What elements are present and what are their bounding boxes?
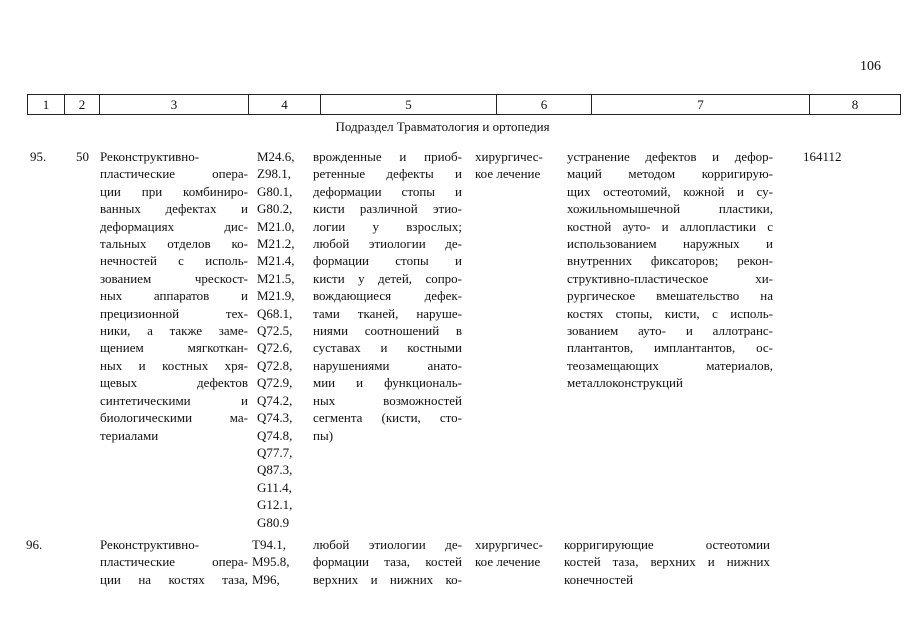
- text-line: структивно-пластическое хи-: [567, 270, 773, 286]
- text-line: пы): [313, 427, 334, 443]
- text-line: M96,: [252, 571, 280, 587]
- text-line: Q72.5,: [257, 323, 293, 339]
- text-line: Реконструктивно-: [100, 149, 200, 164]
- text-line: вождающиеся дефек-: [313, 288, 462, 304]
- treatment-type: [475, 536, 555, 571]
- column-header-1: 1: [28, 95, 65, 115]
- treatment-type: [475, 148, 555, 183]
- text-line: M21.9,: [257, 288, 295, 304]
- text-line: прецизионной тех-: [100, 305, 248, 321]
- text-line: ниями соотношений в: [313, 323, 462, 339]
- text-line: костей таза, верхних и нижних: [564, 554, 770, 570]
- text-line: хожильномышечной пластики,: [567, 201, 773, 217]
- text-line: ных возможностей: [313, 392, 462, 408]
- text-line: G80.9: [257, 514, 290, 530]
- text-line: ванных дефектах и: [100, 201, 248, 217]
- text-line: формации таза, костей: [313, 554, 462, 570]
- text-line: G80.1,: [257, 183, 293, 199]
- text-line: тальных отделов ко-: [100, 236, 248, 252]
- column-header-8: 8: [810, 95, 901, 115]
- text-line: теозамещающих материалов,: [567, 357, 773, 373]
- text-line: любой этиологии де-: [313, 236, 462, 252]
- text-line: синтетическими и: [100, 392, 248, 408]
- treatment-method: [564, 536, 770, 588]
- text-line: M21.0,: [257, 218, 295, 234]
- icd-codes: [257, 148, 307, 531]
- text-line: M21.4,: [257, 253, 295, 269]
- text-line: костной ауто- и аллопластики с: [567, 218, 773, 234]
- column-header-2: 2: [65, 95, 100, 115]
- column-header-6: 6: [497, 95, 592, 115]
- text-line: щением мягкоткан-: [100, 340, 248, 356]
- text-line: логии у взрослых;: [313, 218, 462, 234]
- text-line: M95.8,: [252, 554, 290, 570]
- text-line: ных и костных хря-: [100, 357, 248, 373]
- text-line: Q72.6,: [257, 340, 293, 356]
- text-line: металлоконструкций: [567, 375, 683, 391]
- text-line: верхних и нижних ко-: [313, 571, 462, 587]
- text-line: Q74.2,: [257, 392, 293, 408]
- text-line: кое лечение: [475, 554, 541, 570]
- text-line: конечностей: [564, 571, 634, 587]
- text-line: G80.2,: [257, 201, 293, 217]
- text-line: мии и функциональ-: [313, 375, 462, 391]
- text-line: Q74.3,: [257, 410, 293, 426]
- text-line: зованием чрескост-: [100, 270, 248, 286]
- text-line: кисти различной этио-: [313, 201, 462, 217]
- text-line: Q77.7,: [257, 444, 293, 460]
- intervention-name: [100, 536, 248, 588]
- text-line: биологическими ма-: [100, 410, 248, 426]
- text-line: деформациях дис-: [100, 218, 248, 234]
- text-line: ции при комбиниро-: [100, 183, 248, 199]
- column-header-5: 5: [321, 95, 497, 115]
- text-line: щих остеотомий, кожной и су-: [567, 183, 773, 199]
- text-line: териалами: [100, 427, 159, 443]
- row-number: 95.: [30, 149, 47, 164]
- text-line: кое лечение: [475, 166, 541, 182]
- text-line: костях стопы, кисти, с исполь-: [567, 305, 773, 321]
- table-row: [0, 536, 905, 640]
- text-line: нечностей с исполь-: [100, 253, 248, 269]
- text-line: суставах и костными: [313, 340, 462, 356]
- row-number: 96.: [26, 537, 43, 552]
- text-line: нарушениями анато-: [313, 357, 462, 373]
- column-header-table: [27, 94, 901, 115]
- treatment-method: [567, 148, 773, 392]
- table-row: [0, 148, 905, 530]
- group-number: 50: [76, 149, 89, 164]
- text-line: маций методом корригирую-: [567, 166, 773, 182]
- text-line: G12.1,: [257, 497, 293, 513]
- text-line: ретенные дефекты и: [313, 166, 462, 182]
- subsection-title: Подраздел Травматология и ортопедия: [335, 119, 550, 134]
- icd-codes: [252, 536, 302, 588]
- text-line: пластические опера-: [100, 166, 248, 182]
- text-line: плантантов, имплантантов, ос-: [567, 340, 773, 356]
- text-line: Q68.1,: [257, 305, 293, 321]
- text-line: ции на костях таза,: [100, 571, 248, 587]
- intervention-name: [100, 148, 248, 444]
- cost-value: 164112: [803, 149, 842, 164]
- column-header-3: 3: [100, 95, 249, 115]
- text-line: M21.5,: [257, 270, 295, 286]
- patient-model: [313, 148, 462, 444]
- text-line: M24.6,: [257, 149, 295, 164]
- text-line: корригирующие остеотомии: [564, 537, 770, 552]
- text-line: M21.2,: [257, 236, 295, 252]
- text-line: ники, а также заме-: [100, 323, 248, 339]
- text-line: щевых дефектов: [100, 375, 248, 391]
- text-line: тами тканей, наруше-: [313, 305, 462, 321]
- text-line: деформации стопы и: [313, 183, 462, 199]
- text-line: хирургичес-: [475, 149, 543, 164]
- column-header-4: 4: [249, 95, 321, 115]
- header-row: [28, 95, 901, 115]
- page-number: 106: [860, 59, 881, 74]
- text-line: T94.1,: [252, 537, 286, 552]
- text-line: внутренних фиксаторов; рекон-: [567, 253, 773, 269]
- text-line: ных аппаратов и: [100, 288, 248, 304]
- text-line: Q72.8,: [257, 357, 293, 373]
- text-line: использованием наружных и: [567, 236, 773, 252]
- text-line: хирургичес-: [475, 537, 543, 552]
- text-line: врожденные и приоб-: [313, 149, 462, 164]
- text-line: Q72.9,: [257, 375, 293, 391]
- text-line: G11.4,: [257, 479, 292, 495]
- text-line: устранение дефектов и дефор-: [567, 149, 773, 164]
- text-line: рургическое вмешательство на: [567, 288, 773, 304]
- text-line: любой этиологии де-: [313, 537, 462, 552]
- text-line: Z98.1,: [257, 166, 291, 182]
- text-line: кисти у детей, сопро-: [313, 270, 462, 286]
- text-line: Реконструктивно-: [100, 537, 200, 552]
- text-line: пластические опера-: [100, 554, 248, 570]
- text-line: сегмента (кисти, сто-: [313, 410, 462, 426]
- text-line: Q87.3,: [257, 462, 293, 478]
- text-line: Q74.8,: [257, 427, 293, 443]
- text-line: зованием ауто- и аллотранс-: [567, 323, 773, 339]
- patient-model: [313, 536, 462, 588]
- text-line: формации стопы и: [313, 253, 462, 269]
- column-header-7: 7: [592, 95, 810, 115]
